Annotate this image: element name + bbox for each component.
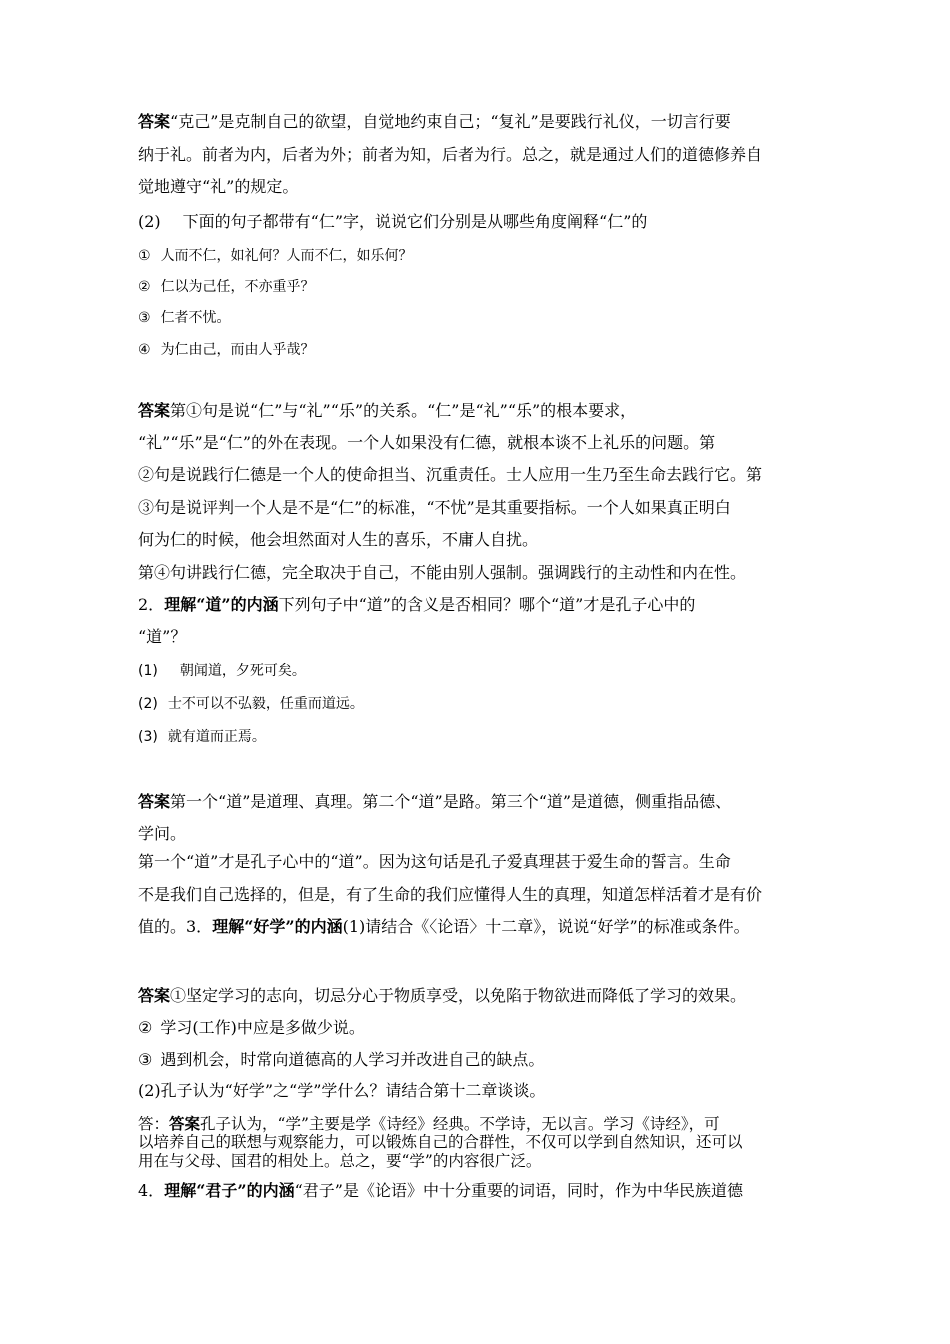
quote-marker: ④	[138, 342, 151, 358]
answer-label: 答案	[138, 401, 171, 420]
answer-label: 答案	[138, 792, 171, 811]
answer-text-line: 不是我们自己选择的，但是，有了生命的我们应懂得人生的真理，知道怎样活着才是有价	[138, 885, 763, 904]
quote-text: 士不可以不弘毅，任重而道远。	[167, 696, 364, 712]
quote-marker: ①	[138, 248, 151, 264]
answer-text: ①坚定学习的志向，切忌分心于物质享受，以免陷于物欲进而降低了学习的效果。	[170, 986, 747, 1005]
answer-item	[138, 1018, 365, 1038]
section-heading	[138, 595, 695, 615]
answer-line	[138, 401, 636, 421]
answer-line	[138, 1114, 720, 1134]
answer-label: 答案	[138, 112, 171, 131]
quote-item	[138, 308, 231, 328]
quote-text: 仁者不忧。	[160, 310, 231, 326]
quote-text: 就有道而正焉。	[167, 729, 266, 745]
answer-text: “克己”是克制自己的欲望，自觉地约束自己；“复礼”是要践行礼仪，一切言行要	[170, 112, 731, 131]
question-text: 下面的句子都带有“仁”字，说说它们分别是从哪些角度阐释“仁”的	[182, 212, 648, 231]
answer-text-line: “礼”“乐”是“仁”的外在表现。一个人如果没有仁德，就根本谈不上礼乐的问题。第	[138, 433, 716, 452]
answer-prefix: 答：	[138, 1115, 170, 1133]
quote-item	[138, 661, 306, 681]
quote-marker: ②	[138, 279, 151, 295]
section-title: 理解“君子”的内涵	[164, 1181, 295, 1200]
quote-item	[138, 340, 315, 360]
answer-text-line: 学问。	[138, 824, 187, 843]
section-heading	[138, 917, 750, 937]
answer-line	[138, 792, 731, 812]
answer-text-line: 以培养自己的联想与观察能力，可以锻炼自己的合群性，不仅可以学到自然知识，还可以	[138, 1133, 743, 1151]
quote-text: 仁以为己任，不亦重乎？	[160, 279, 315, 295]
answer-text: 第①句是说“仁”与“礼”“乐”的关系。“仁”是“礼”“乐”的根本要求，	[170, 401, 637, 420]
question-number: (2)	[138, 212, 161, 231]
section-prompt: “君子”是《论语》中十分重要的词语，同时，作为中华民族道德	[294, 1181, 743, 1200]
quote-marker: (1)	[138, 663, 158, 679]
quote-text: 为仁由己，而由人乎哉？	[160, 342, 315, 358]
quote-item	[138, 246, 413, 266]
quote-text: 朝闻道，夕死可矣。	[179, 663, 306, 679]
section-prompt-line: “道”？	[138, 627, 187, 646]
quote-marker: ③	[138, 310, 151, 326]
answer-text: 孔子认为，“学”主要是学《诗经》经典。不学诗，无以言。学习《诗经》，可	[200, 1115, 720, 1133]
answer-text-line: 第一个“道”才是孔子心中的“道”。因为这句话是孔子爱真理甚于爱生命的誓言。生命	[138, 852, 731, 871]
answer-text-line: ②句是说践行仁德是一个人的使命担当、沉重责任。士人应用一生乃至生命去践行它。第	[138, 465, 763, 484]
answer-text-line: 觉地遵守“礼”的规定。	[138, 177, 299, 196]
answer-line	[138, 986, 746, 1006]
answer-text: 值的。3．	[138, 917, 213, 936]
quote-item	[138, 277, 315, 297]
answer-text: 第一个“道”是道理、真理。第二个“道”是路。第三个“道”是道德，侧重指品德、	[170, 792, 732, 811]
item-marker: ②	[138, 1018, 153, 1037]
item-text: 学习(工作)中应是多做少说。	[160, 1018, 365, 1037]
section-prompt: 下列句子中“道”的含义是否相同？哪个“道”才是孔子心中的	[278, 595, 696, 614]
question-line: (2)孔子认为“好学”之“学”学什么？请结合第十二章谈谈。	[138, 1081, 546, 1100]
answer-text-line: 用在与父母、国君的相处上。总之，要“学”的内容很广泛。	[138, 1152, 542, 1170]
answer-text-line: 第④句讲践行仁德，完全取决于自己，不能由别人强制。强调践行的主动性和内在性。	[138, 563, 747, 582]
answer-text-line: 纳于礼。前者为内，后者为外；前者为知，后者为行。总之，就是通过人们的道德修养自	[138, 145, 763, 164]
answer-item	[138, 1050, 544, 1070]
quote-item	[138, 727, 266, 747]
quote-item	[138, 694, 364, 714]
section-prompt: (1)请结合《〈论语〉十二章》，说说“好学”的标准或条件。	[342, 917, 750, 936]
section-title: 理解“道”的内涵	[164, 595, 279, 614]
question-line	[138, 212, 647, 232]
quote-marker: (2)	[138, 696, 158, 712]
section-number: 2．	[138, 595, 165, 614]
quote-text: 人而不仁，如礼何？人而不仁，如乐何？	[160, 248, 413, 264]
answer-label: 答案	[169, 1114, 201, 1133]
answer-line	[138, 112, 731, 132]
section-number: 4．	[138, 1181, 165, 1200]
item-text: 遇到机会，时常向道德高的人学习并改进自己的缺点。	[160, 1050, 545, 1069]
answer-text-line: 何为仁的时候，他会坦然面对人生的喜乐，不庸人自扰。	[138, 530, 539, 549]
quote-marker: (3)	[138, 729, 158, 745]
answer-text-line: ③句是说评判一个人是不是“仁”的标准，“不忧”是其重要指标。一个人如果真正明白	[138, 498, 731, 517]
item-marker: ③	[138, 1050, 153, 1069]
answer-label: 答案	[138, 986, 171, 1005]
section-title: 理解“好学”的内涵	[212, 917, 343, 936]
section-heading	[138, 1181, 743, 1201]
